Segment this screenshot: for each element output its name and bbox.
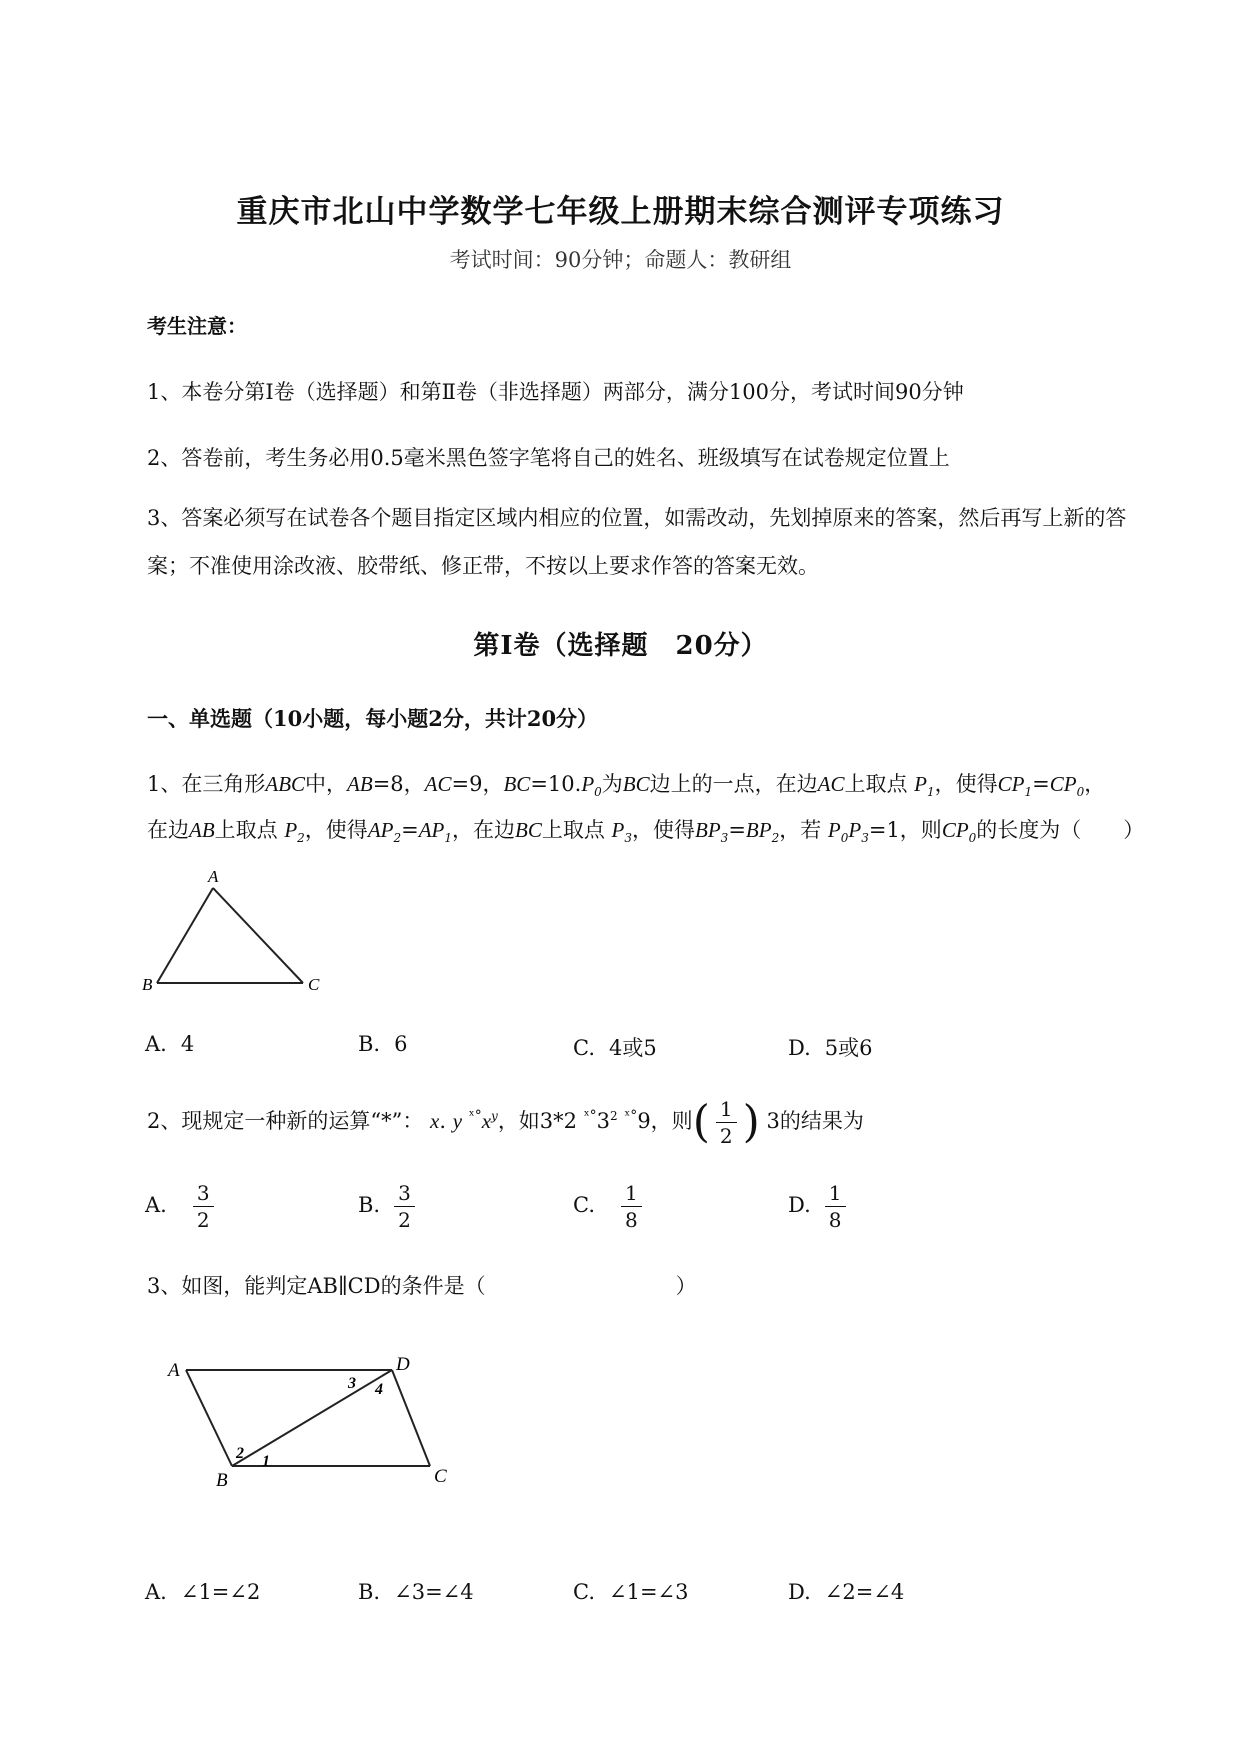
q1-var: AP xyxy=(367,818,394,842)
q1-text: ，使得 xyxy=(934,772,998,796)
triangle-side-ab xyxy=(157,888,213,983)
q3-option-b xyxy=(358,1580,474,1604)
fraction-numerator: 3 xyxy=(394,1180,415,1207)
q2-var: y xyxy=(452,1109,463,1133)
fraction-denominator: 2 xyxy=(719,1124,733,1148)
q2-number: 2、 xyxy=(147,1109,182,1133)
q2-option-a xyxy=(145,1180,214,1233)
option-label: A. xyxy=(145,1580,167,1604)
paren-left: ( xyxy=(692,1096,710,1148)
q1-var: AB xyxy=(347,772,373,796)
q1-subscript: 2 xyxy=(771,831,780,846)
q1-var: BC xyxy=(503,772,531,796)
notice-item-1: 1、本卷分第I卷（选择题）和第Ⅱ卷（非选择题）两部分，满分100分，考试时间90分钟 xyxy=(147,380,964,404)
q1-var: AC xyxy=(817,772,845,796)
q1-subscript: 2 xyxy=(297,831,305,846)
vertex-label-b: B xyxy=(142,975,153,994)
angle-label-3: 3 xyxy=(348,1375,356,1392)
vertex-label-b: B xyxy=(216,1470,228,1491)
q1-option-d xyxy=(788,1032,873,1062)
option-label: A. xyxy=(145,1032,167,1056)
q1-var: AC xyxy=(424,772,452,796)
q1-text: ， xyxy=(1084,772,1106,796)
vertex-label-c: C xyxy=(434,1466,447,1487)
q1-line-2 xyxy=(147,814,1144,845)
q2-var: x xyxy=(481,1109,492,1133)
q1-text: 边上的一点，在边 xyxy=(649,772,818,796)
q1-text: =9， xyxy=(451,772,504,796)
option-fraction xyxy=(193,1180,214,1233)
option-label: B. xyxy=(358,1580,381,1604)
q1-text: ，若 xyxy=(779,818,822,842)
q1-var: CP xyxy=(1049,772,1077,796)
q1-subscript: 2 xyxy=(393,831,402,846)
q1-number: 1、 xyxy=(147,772,182,796)
q1-subscript: 1 xyxy=(927,785,935,800)
q3-parallelogram-figure xyxy=(160,1348,460,1498)
q1-text: ，在边 xyxy=(452,818,516,842)
section-title: 第I卷（选择题 20分） xyxy=(473,631,768,661)
q2-text: 9，则 xyxy=(637,1109,693,1133)
q1-option-a xyxy=(145,1032,194,1056)
q2-text: . xyxy=(439,1109,447,1133)
q1-var: P xyxy=(284,818,298,842)
option-label: C. xyxy=(573,1193,595,1217)
option-label: D. xyxy=(788,1580,811,1604)
q2-option-c xyxy=(573,1180,642,1233)
q1-subscript: 3 xyxy=(720,831,729,846)
option-text: ∠1=∠3 xyxy=(609,1580,689,1604)
q2-option-d xyxy=(788,1180,846,1233)
q1-subscript: 3 xyxy=(624,831,633,846)
q1-var: BP xyxy=(745,818,772,842)
option-label: C. xyxy=(573,1036,595,1060)
page-subtitle: 考试时间：90分钟；命题人：教研组 xyxy=(449,248,792,272)
option-text: ∠1=∠2 xyxy=(180,1580,261,1604)
q2-var: x xyxy=(430,1109,440,1133)
angle-label-2: 2 xyxy=(236,1445,244,1462)
q1-text: = xyxy=(1032,772,1050,796)
q2-text: 3 xyxy=(596,1109,611,1133)
option-label: D. xyxy=(788,1036,811,1060)
fraction-denominator: 2 xyxy=(398,1208,411,1232)
q1-subscript: 1 xyxy=(444,831,453,846)
angle-label-1: 1 xyxy=(262,1453,270,1470)
q1-var: P xyxy=(827,818,841,842)
q2-glyph: ˣ° xyxy=(583,1108,597,1124)
vertex-label-a: A xyxy=(208,867,219,886)
notice-item-2: 2、答卷前，考生务必用0.5毫米黑色签字笔将自己的姓名、班级填写在试卷规定位置上 xyxy=(147,446,950,470)
page-title: 重庆市北山中学数学七年级上册期末综合测评专项练习 xyxy=(236,194,1005,230)
fraction-numerator: 3 xyxy=(193,1180,214,1207)
q1-line-1 xyxy=(147,768,1105,799)
q1-option-c xyxy=(573,1032,657,1062)
option-text: 4 xyxy=(180,1032,195,1056)
q1-option-b xyxy=(358,1032,407,1056)
q1-var: P xyxy=(914,772,927,796)
q1-text: =10. xyxy=(530,772,582,796)
part-heading: 一、单选题（10小题，每小题2分，共计20分） xyxy=(147,706,599,731)
q3-text: 如图，能判定AB∥CD的条件是（ xyxy=(181,1274,486,1298)
q2-superscript: 2 xyxy=(610,1109,618,1123)
q1-text: 在边 xyxy=(147,818,189,842)
q1-var: BC xyxy=(622,772,650,796)
q2-text: ，如3*2 xyxy=(497,1109,578,1133)
angle-label-4: 4 xyxy=(375,1381,383,1398)
q1-text: 上取点 xyxy=(214,818,278,842)
q3-line xyxy=(147,1270,697,1300)
q1-subscript: 0 xyxy=(1076,785,1085,800)
option-text: ∠3=∠4 xyxy=(394,1580,474,1604)
q1-subscript: 0 xyxy=(594,785,602,800)
q1-text: =1，则 xyxy=(868,818,942,842)
q2-text: 的结果为 xyxy=(779,1109,864,1133)
fraction-numerator: 1 xyxy=(825,1180,846,1207)
q1-var: AB xyxy=(189,818,215,842)
q1-var: P xyxy=(848,818,862,842)
q2-glyph: ˣ° xyxy=(468,1108,482,1124)
q1-text: 上取点 xyxy=(844,772,908,796)
q1-text: = xyxy=(401,818,419,842)
q1-subscript: 0 xyxy=(968,831,977,846)
vertex-label-c: C xyxy=(308,975,320,994)
q3-option-c xyxy=(573,1580,689,1604)
q2-line xyxy=(147,1096,864,1148)
q1-var: P xyxy=(581,772,595,796)
fraction-denominator: 8 xyxy=(625,1208,638,1232)
option-fraction xyxy=(394,1180,415,1233)
q3-number: 3、 xyxy=(147,1274,182,1298)
q1-var: BC xyxy=(515,818,542,842)
q1-var: AP xyxy=(418,818,445,842)
option-label: B. xyxy=(358,1193,381,1217)
q2-option-b xyxy=(358,1180,415,1233)
triangle-side-ac xyxy=(213,888,303,983)
q1-text: 上取点 xyxy=(541,818,605,842)
q1-text: 在三角形 xyxy=(181,772,266,796)
option-label: A. xyxy=(145,1193,167,1217)
q1-var: CP xyxy=(941,818,969,842)
side-dc xyxy=(392,1370,430,1466)
q3-option-d xyxy=(788,1580,904,1604)
q1-text: =8， xyxy=(372,772,425,796)
q2-glyph: ˣ° xyxy=(624,1108,638,1124)
fraction-numerator: 1 xyxy=(621,1180,642,1207)
q1-var: BP xyxy=(695,818,721,842)
option-text: 5或6 xyxy=(824,1036,873,1060)
diagonal-bd xyxy=(232,1370,392,1466)
fraction-numerator: 1 xyxy=(716,1096,737,1123)
option-label: C. xyxy=(573,1580,595,1604)
q2-text: 现规定一种新的运算“*”： xyxy=(181,1109,424,1133)
q1-triangle-figure xyxy=(140,868,340,998)
option-text: ∠2=∠4 xyxy=(824,1580,905,1604)
q3-option-a xyxy=(145,1580,260,1604)
q3-text: ） xyxy=(675,1274,697,1298)
q1-subscript: 3 xyxy=(861,831,869,846)
q1-text: = xyxy=(728,818,746,842)
option-text: 4或5 xyxy=(609,1036,657,1060)
option-label: B. xyxy=(358,1032,381,1056)
q2-fraction xyxy=(716,1096,737,1149)
q1-var: ABC xyxy=(265,772,306,796)
q1-subscript: 1 xyxy=(1024,785,1033,800)
notice-item-3: 3、答案必须写在试卷各个题目指定区域内相应的位置，如需改动，先划掉原来的答案，然后再写上新的答案；不准使用涂改液、胶带纸、修正带，不按以上要求作答的答案无效。 xyxy=(147,506,1127,578)
paren-right: ) xyxy=(742,1096,760,1148)
option-fraction xyxy=(621,1180,642,1233)
vertex-label-a: A xyxy=(168,1360,180,1381)
q1-var: P xyxy=(611,818,625,842)
q1-text: 中， xyxy=(305,772,348,796)
notice-heading: 考生注意： xyxy=(147,314,247,338)
fraction-denominator: 8 xyxy=(828,1208,842,1232)
q2-text: 3 xyxy=(766,1109,780,1133)
side-ab xyxy=(186,1370,232,1466)
option-fraction xyxy=(825,1180,846,1233)
vertex-label-d: D xyxy=(396,1354,410,1375)
q1-text: 的长度为（ ） xyxy=(976,818,1145,842)
q1-text: ，使得 xyxy=(304,818,368,842)
q1-text: ，使得 xyxy=(632,818,696,842)
q1-var: CP xyxy=(997,772,1025,796)
option-text: 6 xyxy=(394,1032,408,1056)
q2-superscript: y xyxy=(491,1109,498,1123)
option-label: D. xyxy=(788,1193,811,1217)
q1-subscript: 0 xyxy=(840,831,849,846)
q1-text: 为 xyxy=(601,772,623,796)
fraction-denominator: 2 xyxy=(196,1208,210,1232)
